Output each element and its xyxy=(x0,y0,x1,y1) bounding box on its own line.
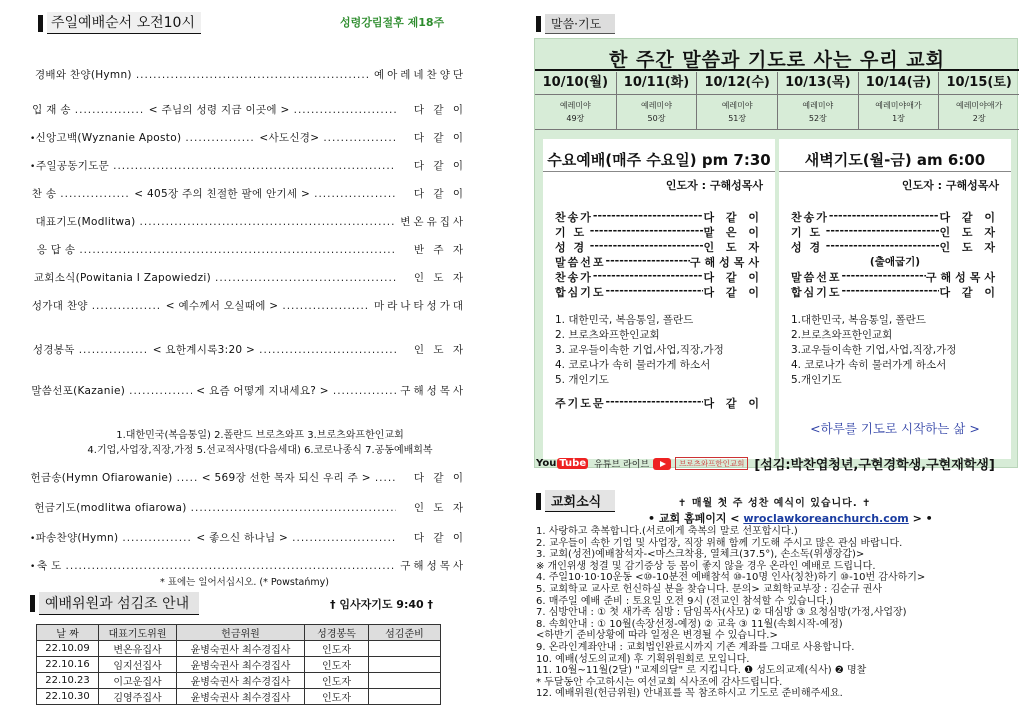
duty-cell: 윤병숙권사 최수경집사 xyxy=(177,641,305,657)
person: 구해성목사 xyxy=(689,256,763,269)
divider xyxy=(535,129,1019,130)
duty-table-header xyxy=(37,625,441,641)
dash-leader xyxy=(606,395,704,411)
service-row xyxy=(555,254,763,270)
role: 기 도 xyxy=(791,226,823,239)
person: 다 같 이 xyxy=(703,211,763,224)
order-item xyxy=(30,158,466,173)
wed-topics xyxy=(555,313,724,388)
order-item-detail: < 569장 선한 목자 되신 우리 주 > xyxy=(201,472,371,484)
reading-book: 예레미야애가 xyxy=(955,101,1003,110)
news-item: 10. 예배(성도의교제) 후 기획위원회로 모입니다. xyxy=(536,653,750,665)
topic-item: 5. 개인기도 xyxy=(555,374,609,386)
news-item: 2. 교우들이 속한 기업 및 사업장, 직장 위해 함께 기도해 주시고 많은 관심 바랍니다. xyxy=(536,537,903,549)
order-item xyxy=(30,214,466,229)
news-title: 교회소식 xyxy=(545,490,615,512)
day-reading xyxy=(858,95,939,129)
dot-leader xyxy=(136,69,370,81)
topic-item: 3.교우들이속한 기업,사업,직장,가정 xyxy=(791,344,957,356)
logo-text: You xyxy=(536,458,557,469)
duty-cell: 22.10.16 xyxy=(37,657,99,673)
dash-leader xyxy=(829,209,940,225)
day-date: 10/13(목) xyxy=(777,72,858,94)
order-item xyxy=(30,383,466,398)
dot-leader xyxy=(294,104,396,116)
role: 찬송가 xyxy=(555,271,593,284)
dash-leader xyxy=(590,239,704,255)
dot-leader xyxy=(122,532,192,544)
service-row xyxy=(791,269,999,285)
duty-title: 예배위원과 섬김조 안내 xyxy=(39,592,199,615)
role: 성 경 xyxy=(555,241,587,254)
divider xyxy=(779,171,1011,172)
heading-bar-icon xyxy=(30,595,35,612)
homepage-prefix: • 교회 홈페이지 < xyxy=(648,512,744,525)
order-item-leader: 다 같 이 xyxy=(413,132,466,144)
order-item-leader: 다 같 이 xyxy=(413,188,466,200)
order-item-leader: 인 도 자 xyxy=(413,344,466,356)
order-item-name: 입 재 송 xyxy=(32,104,71,116)
dot-leader xyxy=(323,132,396,144)
dash-leader xyxy=(606,254,690,270)
person: 다 같 이 xyxy=(703,271,763,284)
order-item xyxy=(30,298,466,313)
duty-cell: 22.10.09 xyxy=(37,641,99,657)
divider xyxy=(543,171,775,172)
divider xyxy=(535,69,1019,71)
role: 합심기도 xyxy=(791,286,842,299)
order-item-name: 응 답 송 xyxy=(36,244,76,256)
order-item-detail: < 좋으신 하나님 > xyxy=(196,532,289,544)
prayer-topics xyxy=(40,428,480,458)
topic-item: 5.개인기도 xyxy=(791,374,842,386)
heading-bar-icon xyxy=(536,493,541,510)
role: 주기도문 xyxy=(555,397,606,410)
person: 맡 은 이 xyxy=(703,226,763,239)
duty-cell xyxy=(369,689,441,705)
duty-cell: 변온유집사 xyxy=(99,641,177,657)
news-section-heading xyxy=(536,490,615,512)
bullet-icon: • xyxy=(30,562,36,572)
order-item xyxy=(30,186,466,201)
order-item xyxy=(30,67,466,82)
duty-cell: 인도자 xyxy=(305,641,369,657)
order-item-name: 파송찬양(Hymn) xyxy=(35,532,119,544)
duty-section-heading xyxy=(30,592,199,615)
news-item: 6. 매주일 예배 준비 : 토요일 오전 9시 (전교인 참석할 수 있습니다.) xyxy=(536,595,834,607)
dawn-service xyxy=(779,139,1011,459)
wednesday-service xyxy=(543,139,775,459)
service-row xyxy=(791,284,999,300)
order-item-detail: < 예수께서 오실때에 > xyxy=(165,300,279,312)
day-date: 10/10(월) xyxy=(542,75,609,90)
dash-leader xyxy=(826,239,940,255)
person: 인 도 자 xyxy=(703,241,763,254)
role: 말씀선포 xyxy=(791,271,842,284)
person: 인 도 자 xyxy=(939,226,999,239)
channel-link[interactable]: 브로츠와프한인교회 xyxy=(675,457,748,470)
duty-header-cell: 대표기도위원 xyxy=(99,625,177,641)
duty-table xyxy=(36,624,441,705)
order-item-leader: 다 같 이 xyxy=(413,472,466,484)
order-item-name: 경배와 찬양(Hymn) xyxy=(34,69,132,81)
topic-item: 1. 대한민국, 복음통일, 폴란드 xyxy=(555,314,694,326)
person: 다 같 이 xyxy=(703,286,763,299)
role: 합심기도 xyxy=(555,286,606,299)
role: 찬송가 xyxy=(791,211,829,224)
duty-cell: 윤병숙권사 최수경집사 xyxy=(177,673,305,689)
day-date: 10/12(수) xyxy=(696,72,777,94)
service-row xyxy=(791,224,999,240)
prayer-topic-line: 1.대한민국(복음통일) 2.폴란드 브로츠와프 3.브로츠와프한인교회 xyxy=(116,430,404,441)
order-item xyxy=(30,530,466,545)
order-item-leader: 마라나타성가대 xyxy=(373,300,466,312)
stand-note: * 표에는 일어서십시오. (* Powstańmy) xyxy=(160,577,329,588)
dash-leader xyxy=(606,284,704,300)
table-row xyxy=(37,673,441,689)
table-row xyxy=(37,689,441,705)
season-label: 성령강림절후 제18주 xyxy=(340,16,445,29)
dot-leader xyxy=(79,344,149,356)
order-item-detail: < 요즘 어떻게 지내세요? > xyxy=(196,385,329,397)
order-item-leader: 다 같 이 xyxy=(413,104,466,116)
day-reading xyxy=(938,95,1019,129)
reading-book: 예레미야 xyxy=(559,101,591,110)
order-item-leader: 반 주 자 xyxy=(413,244,466,256)
service-row xyxy=(555,224,763,240)
day-reading xyxy=(616,95,697,129)
heading-bar-icon xyxy=(38,15,43,32)
heading-bar-icon xyxy=(536,16,541,32)
duty-header-cell: 성경봉독 xyxy=(305,625,369,641)
day-reading xyxy=(696,95,777,129)
news-item: 9. 온라인계좌안내 : 교회법인완료시까지 기존 계좌를 그대로 사용합니다. xyxy=(536,641,855,653)
order-item-name: 대표기도(Modlitwa) xyxy=(35,216,136,228)
order-item-leader: 예아레네찬양단 xyxy=(373,69,466,81)
reading-chapter: 1장 xyxy=(892,114,905,123)
reading-chapter: 2장 xyxy=(972,114,986,123)
topic-item: 2.브로츠와프한인교회 xyxy=(791,329,893,341)
bullet-icon: • xyxy=(30,534,36,544)
duty-table-body xyxy=(37,641,441,705)
dot-leader xyxy=(292,532,396,544)
duty-header-cell: 섬김준비 xyxy=(369,625,441,641)
role: 찬송가 xyxy=(555,211,593,224)
topic-item: 4. 코로나가 속히 물러가게 하소서 xyxy=(791,359,947,371)
dawn-reading: (출애굽기) xyxy=(869,256,921,268)
order-item xyxy=(30,270,466,285)
order-item-leader: 인 도 자 xyxy=(413,502,466,514)
dot-leader xyxy=(75,104,145,116)
youtube-logo-icon xyxy=(536,458,588,469)
dot-leader xyxy=(66,560,396,572)
reading-book: 예레미야 xyxy=(802,101,834,110)
order-item xyxy=(30,242,466,257)
news-item: 3. 교회(성전)예배참석자-<마스크착용, 열체크(37.5°), 손소독(위생장갑)> xyxy=(536,549,865,561)
duty-cell xyxy=(369,657,441,673)
wed-title: 수요예배(매주 수요일) pm 7:30 xyxy=(547,151,771,169)
service-row xyxy=(791,239,999,255)
dot-leader xyxy=(129,385,192,397)
homepage-suffix: > • xyxy=(908,512,933,525)
order-item-leader: 다 같 이 xyxy=(413,532,466,544)
bullet-icon: • xyxy=(30,134,36,144)
duty-cell: 22.10.23 xyxy=(37,673,99,689)
news-item: <하반기 준비상황에 따라 일정은 변경될 수 있습니다.> xyxy=(536,630,778,642)
order-item-name: 헌금송(Hymn Ofiarowanie) xyxy=(30,472,173,484)
day-reading xyxy=(777,95,858,129)
table-row xyxy=(37,657,441,673)
role: 성 경 xyxy=(791,241,823,254)
news-item: 1. 사랑하고 축복합니다.(서로에게 축복의 말로 선포합시다.) xyxy=(536,526,798,537)
duty-cell: 김영주집사 xyxy=(99,689,177,705)
dash-leader xyxy=(593,209,704,225)
order-section-heading xyxy=(38,12,201,34)
news-list xyxy=(536,526,1022,700)
duty-cell: 이고운집사 xyxy=(99,673,177,689)
duty-cell: 인도자 xyxy=(305,657,369,673)
order-item-detail: < 주님의 성령 지금 이곳에 > xyxy=(148,104,290,116)
order-item-leader: 변온유집사 xyxy=(400,216,466,228)
order-item-name: 말씀선포(Kazanie) xyxy=(31,385,126,397)
order-item-leader: 구해성목사 xyxy=(400,385,467,397)
role: 기 도 xyxy=(555,226,587,239)
communion-note: ✝ 매월 첫 주 성찬 예식이 있습니다. ✝ xyxy=(678,498,872,509)
order-item-name: 찬 송 xyxy=(31,188,57,200)
duty-cell: 인도자 xyxy=(305,673,369,689)
order-item-detail: < 405장 주의 친절한 팔에 안기세 > xyxy=(134,188,311,200)
person: 인 도 자 xyxy=(939,241,999,254)
dawn-topics xyxy=(791,313,956,388)
dot-leader xyxy=(79,244,396,256)
dot-leader xyxy=(375,472,396,484)
topic-item: 4. 코로나가 속히 물러가게 하소서 xyxy=(555,359,711,371)
order-item xyxy=(30,130,466,145)
reading-chapter: 49장 xyxy=(566,114,585,123)
day-date: 10/15(토) xyxy=(938,72,1019,94)
dot-leader xyxy=(177,472,198,484)
duty-cell: 윤병숙권사 최수경집사 xyxy=(177,657,305,673)
dash-leader xyxy=(593,269,704,285)
service-row xyxy=(555,239,763,255)
word-section-heading xyxy=(536,14,615,34)
prayer-topic-line: 4.기업,사업장,직장,가정 5.선교적사명(다음세대) 6.코로나종식 7.공동예배회복 xyxy=(87,445,433,456)
service-row xyxy=(555,209,763,225)
order-item-leader: 다 같 이 xyxy=(413,160,466,172)
order-item xyxy=(30,470,466,485)
logo-text: Tube xyxy=(559,458,587,469)
dash-leader xyxy=(842,269,926,285)
order-item xyxy=(30,342,466,357)
reading-chapter: 52장 xyxy=(808,114,827,123)
table-row xyxy=(37,641,441,657)
play-icon[interactable] xyxy=(653,458,671,470)
dot-leader xyxy=(113,160,396,172)
dot-leader xyxy=(191,502,396,514)
order-item-name: 성가대 찬양 xyxy=(31,300,88,312)
order-item-leader: 구해성목사 xyxy=(400,560,466,572)
order-item-name: 축 도 xyxy=(37,560,62,572)
person: 구해성목사 xyxy=(925,271,999,284)
topic-item: 1.대한민국, 복음통일, 폴란드 xyxy=(791,314,926,326)
dot-leader xyxy=(60,188,130,200)
weekly-box xyxy=(534,38,1018,468)
person: 다 같 이 xyxy=(703,397,763,410)
day-reading xyxy=(535,95,616,129)
news-item: 11. 10월~11월(2달) "교제의달" 로 지킵니다. ❶ 성도의교제(식사) ❷ 명찰 xyxy=(536,665,867,677)
order-item-name: 교회소식(Powitania I Zapowiedzi) xyxy=(33,272,211,284)
duty-cell: 인도자 xyxy=(305,689,369,705)
person: 다 같 이 xyxy=(939,286,999,299)
word-prayer-page xyxy=(528,0,1024,724)
news-item: 7. 심방안내 : ① 첫 새가족 심방 : 담임목사(사모) ② 대심방 ③ 요청심방(가정,사업장) xyxy=(536,607,907,619)
reading-chapter: 51장 xyxy=(728,114,747,123)
duty-header-cell: 날 짜 xyxy=(37,625,99,641)
dash-leader xyxy=(590,224,704,240)
divider xyxy=(535,94,1019,95)
dot-leader xyxy=(314,188,396,200)
word-title: 말씀·기도 xyxy=(545,14,615,34)
duty-cell xyxy=(369,641,441,657)
topic-item: 2. 브로츠와프한인교회 xyxy=(555,329,660,341)
youtube-row xyxy=(536,454,995,473)
duty-cell: 22.10.30 xyxy=(37,689,99,705)
day-date: 10/14(금) xyxy=(858,72,939,94)
day-date: 10/11(화) xyxy=(616,72,697,94)
reading-chapter: 50장 xyxy=(647,114,666,123)
dash-leader xyxy=(842,284,940,300)
person: 다 같 이 xyxy=(939,211,999,224)
dawn-leader: 인도자 : 구해성목사 xyxy=(901,179,999,192)
live-label: 유튜브 라이브 xyxy=(594,460,650,470)
order-item-name: 성경봉독 xyxy=(32,344,75,356)
reading-book: 예레미야 xyxy=(721,101,753,110)
order-item-detail: < 요한계시록3:20 > xyxy=(152,344,256,356)
order-item xyxy=(30,558,466,573)
news-item: 12. 예배위원(헌금위원) 안내표를 꼭 참조하시고 기도로 준비해주세요. xyxy=(536,688,843,700)
bullet-icon: • xyxy=(30,162,36,172)
role: 말씀선포 xyxy=(555,256,606,269)
news-item: ※ 개인위생 청결 및 감기증상 등 몸이 좋지 않을 경우 온라인 예배로 드립니다. xyxy=(536,560,876,572)
duty-header-cell: 헌금위원 xyxy=(177,625,305,641)
dot-leader xyxy=(259,344,396,356)
dash-leader xyxy=(826,224,940,240)
order-item xyxy=(30,102,466,117)
news-item: 8. 속회안내 : ① 10월(속장선정-예정) ② 교육 ③ 11월(속회시작-예정) xyxy=(536,618,843,630)
dot-leader xyxy=(140,216,396,228)
wed-leader: 인도자 : 구해성목사 xyxy=(665,179,763,192)
duty-cell xyxy=(369,673,441,689)
news-item: 4. 주일10·10·10운동 <⑩-10분전 예배참석 ⑩-10명 인사(칭찬)하기 ⑩-10번 감사하기> xyxy=(536,572,926,584)
order-item-name: 신앙고백(Wyznanie Aposto) xyxy=(35,132,182,144)
dot-leader xyxy=(282,300,370,312)
dot-leader xyxy=(185,132,255,144)
order-title: 주일예배순서 오전10시 xyxy=(47,12,201,34)
order-item-name: 주일공동기도문 xyxy=(36,160,110,172)
dawn-title: 새벽기도(월-금) am 6:00 xyxy=(804,151,986,169)
dot-leader xyxy=(333,385,396,397)
order-item-name: 헌금기도(modlitwa ofiarowa) xyxy=(34,502,187,514)
week-title: 한 주간 말씀과 기도로 사는 우리 교회 xyxy=(609,49,945,71)
service-row xyxy=(791,209,999,225)
duty-cell: 임지선집사 xyxy=(99,657,177,673)
order-item-leader: 인 도 자 xyxy=(413,272,466,284)
homepage-line xyxy=(648,510,933,526)
dot-leader xyxy=(92,300,162,312)
appointment-prayer-time: † 임사자기도 9:40 † xyxy=(330,598,433,611)
duty-cell: 윤병숙권사 최수경집사 xyxy=(177,689,305,705)
order-item-detail: <사도신경> xyxy=(259,132,320,144)
service-crew: [섬김:박찬엽청년,구현경학생,구현재학생] xyxy=(754,458,995,473)
homepage-link[interactable]: wroclawkoreanchurch.com xyxy=(743,512,909,525)
news-item: 5. 교회학교 교사로 헌신하실 분을 찾습니다. 문의> 교회학교부장 : 김순규 권사 xyxy=(536,583,883,595)
worship-order-page xyxy=(0,0,505,724)
order-item xyxy=(30,500,466,515)
news-item: * 두달동안 수고하시는 여선교회 식사조에 감사드립니다. xyxy=(536,676,783,688)
service-row xyxy=(555,269,763,285)
dot-leader xyxy=(215,272,396,284)
reading-book: 예레미야애가 xyxy=(875,101,922,110)
dawn-closing: <하루를 기도로 시작하는 삶 > xyxy=(810,421,980,436)
topic-item: 3. 교우들이속한 기업,사업,직장,가정 xyxy=(555,344,724,356)
reading-book: 예레미야 xyxy=(641,101,672,110)
wed-closing-row xyxy=(555,395,763,411)
service-row xyxy=(555,284,763,300)
